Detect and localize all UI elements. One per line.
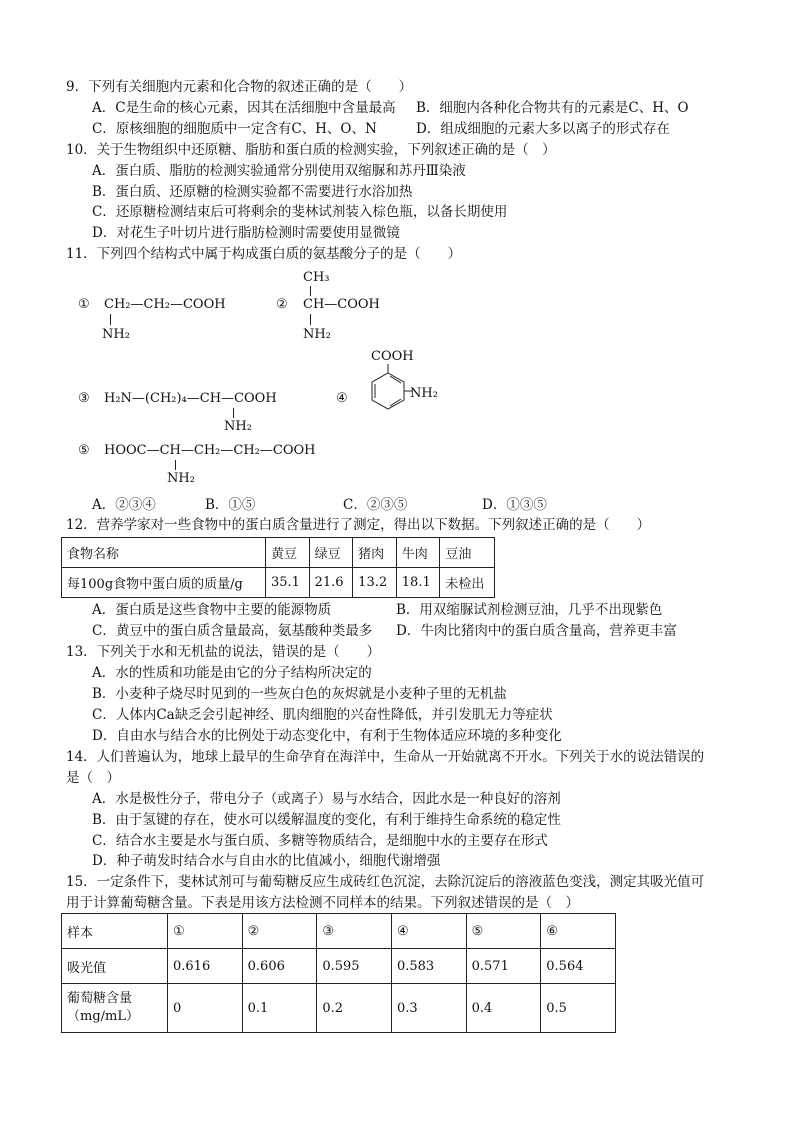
table-cell: 牛肉 [396, 538, 440, 568]
table-row [62, 568, 495, 598]
table-cell: 0.616 [168, 949, 243, 984]
structure-4-number: ④ [336, 391, 348, 406]
table-cell: 黄豆 [265, 538, 309, 568]
table-cell: ④ [391, 914, 466, 949]
table-cell: 0.606 [242, 949, 317, 984]
table-cell: 0.1 [242, 984, 317, 1033]
glucose-label: 葡萄糖含量 [67, 991, 133, 1006]
q15-stem-line1: 15．一定条件下，斐林试剂可与葡萄糖反应生成砖红色沉淀，去除沉淀后的溶液蓝色变浅，测定其吸光值可 [66, 874, 705, 890]
table-cell: 0.5 [541, 984, 616, 1033]
q10-option-b: B．蛋白质、还原糖的检测实验都不需要进行水浴加热 [92, 184, 413, 200]
table-cell: ⑤ [466, 914, 541, 949]
q13-option-c: C．人体内Ca缺乏会引起神经、肌肉细胞的兴奋性降低，并引发肌无力等症状 [92, 707, 553, 723]
q9-option-c: C．原核细胞的细胞质中一定含有C、H、O、N [92, 121, 377, 137]
table-cell: ① [168, 914, 243, 949]
q13-stem: 13．下列关于水和无机盐的说法，错误的是（ ） [66, 644, 381, 660]
benzene-ring-icon [355, 364, 415, 420]
table-cell: 食物名称 [62, 538, 266, 568]
table-cell: 未检出 [440, 568, 495, 598]
structure-2-number: ② [276, 297, 288, 312]
structure-4-carboxyl: COOH [371, 349, 414, 364]
q11-option-b: B．①⑤ [205, 497, 256, 513]
table-cell: ③ [317, 914, 392, 949]
q14-stem-line2: 是（ ） [66, 770, 120, 786]
q14-stem-line1: 14．人们普遍认为，地球上最早的生命孕育在海洋中，生命从一开始就离不开水。下列关于水的说法错误的 [66, 749, 705, 765]
q11-option-c: C．②③⑤ [343, 497, 408, 513]
q12-protein-table [61, 537, 495, 598]
structure-5-number: ⑤ [78, 443, 90, 458]
q12-option-c: C．黄豆中的蛋白质含量最高，氨基酸种类最多 [92, 623, 373, 639]
q12-option-b: B．用双缩脲试剂检测豆油，几乎不出现紫色 [396, 602, 663, 618]
table-cell: 0.4 [466, 984, 541, 1033]
structure-2-formula: CH—COOH [303, 297, 380, 312]
q11-option-d: D．①③⑤ [482, 497, 547, 513]
table-cell: 样本 [62, 914, 168, 949]
structure-4-amino: NH₂ [410, 386, 438, 401]
q10-option-d: D．对花生子叶切片进行脂肪检测时需要使用显微镜 [92, 225, 400, 241]
table-cell: 35.1 [265, 568, 309, 598]
table-cell: 13.2 [353, 568, 397, 598]
table-cell: 0.3 [391, 984, 466, 1033]
table-row [62, 538, 495, 568]
structure-3-number: ③ [78, 391, 90, 406]
structure-3-amino: NH₂ [224, 419, 252, 434]
q9-option-a: A．C是生命的核心元素，因其在活细胞中含量最高 [92, 100, 396, 116]
table-row [62, 984, 616, 1033]
q13-option-d: D．自由水与结合水的比例处于动态变化中，有利于生物体适应环境的多种变化 [92, 728, 562, 744]
table-cell: 猪肉 [353, 538, 397, 568]
q12-option-d: D．牛肉比猪肉中的蛋白质含量高，营养更丰富 [396, 623, 677, 639]
q12-option-a: A．蛋白质是这些食物中主要的能源物质 [92, 602, 332, 618]
q11-option-a: A．②③④ [92, 497, 156, 513]
table-cell: 0 [168, 984, 243, 1033]
q13-option-b: B．小麦种子烧尽时见到的一些灰白色的灰烬就是小麦种子里的无机盐 [92, 686, 507, 702]
q12-stem: 12．营养学家对一些食物中的蛋白质含量进行了测定，得出以下数据。下列叙述正确的是（ ） [66, 517, 651, 533]
table-cell: 0.571 [466, 949, 541, 984]
q10-option-c: C．还原糖检测结束后可将剩余的斐林试剂装入棕色瓶，以备长期使用 [92, 204, 508, 220]
table-cell: 吸光值 [62, 949, 168, 984]
q14-option-b: B．由于氢键的存在，使水可以缓解温度的变化，有利于维持生命系统的稳定性 [92, 812, 561, 828]
q11-stem: 11．下列四个结构式中属于构成蛋白质的氨基酸分子的是（ ） [66, 246, 462, 262]
structure-3-bond [233, 408, 234, 418]
q9-stem: 9．下列有关细胞内元素和化合物的叙述正确的是（ ） [66, 79, 413, 95]
structure-2-methyl: CH₃ [303, 270, 330, 285]
q14-option-c: C．结合水主要是水与蛋白质、多糖等物质结合，是细胞中水的主要存在形式 [92, 833, 548, 849]
table-cell: ② [242, 914, 317, 949]
q13-option-a: A．水的性质和功能是由它的分子结构所决定的 [92, 665, 372, 681]
structure-3-formula: H₂N—(CH₂)₄—CH—COOH [104, 391, 277, 406]
structure-2-bond-bottom [310, 314, 311, 325]
structure-5-bond [175, 460, 176, 470]
glucose-unit: （mg/mL） [67, 1009, 139, 1024]
q14-option-a: A．水是极性分子，带电分子（或离子）易与水结合，因此水是一种良好的溶剂 [92, 791, 561, 807]
table-cell: ⑥ [541, 914, 616, 949]
structure-5-formula: HOOC—CH—CH₂—CH₂—COOH [104, 443, 316, 458]
q10-option-a: A．蛋白质、脂肪的检测实验通常分别使用双缩脲和苏丹Ⅲ染液 [92, 163, 466, 179]
q15-stem-line2: 用于计算葡萄糖含量。下表是用该方法检测不同样本的结果。下列叙述错误的是（ ） [66, 895, 579, 911]
structure-5-amino: NH₂ [167, 471, 195, 486]
q9-option-b: B．细胞内各种化合物共有的元素是C、H、O [416, 100, 689, 116]
table-cell [62, 984, 168, 1033]
table-row [62, 949, 616, 984]
q15-absorbance-table [61, 913, 616, 1033]
structure-2-amino: NH₂ [303, 327, 331, 342]
table-cell: 豆油 [440, 538, 495, 568]
structure-1-formula: CH₂—CH₂—COOH [104, 297, 226, 312]
structure-2-bond-top [310, 286, 311, 296]
table-cell: 0.595 [317, 949, 392, 984]
table-cell: 0.2 [317, 984, 392, 1033]
structure-1-amino: NH₂ [102, 327, 130, 342]
table-cell: 0.583 [391, 949, 466, 984]
table-cell: 0.564 [541, 949, 616, 984]
q14-option-d: D．种子萌发时结合水与自由水的比值减小，细胞代谢增强 [92, 853, 441, 869]
table-cell: 18.1 [396, 568, 440, 598]
structure-1-number: ① [78, 297, 90, 312]
table-cell: 绿豆 [309, 538, 353, 568]
table-row [62, 914, 616, 949]
q9-option-d: D．组成细胞的元素大多以离子的形式存在 [416, 121, 670, 137]
q10-stem: 10．关于生物组织中还原糖、脂肪和蛋白质的检测实验，下列叙述正确的是（ ） [66, 142, 556, 158]
table-cell: 每100g食物中蛋白质的质量/g [62, 568, 266, 598]
structure-1-bond [110, 314, 111, 325]
table-cell: 21.6 [309, 568, 353, 598]
